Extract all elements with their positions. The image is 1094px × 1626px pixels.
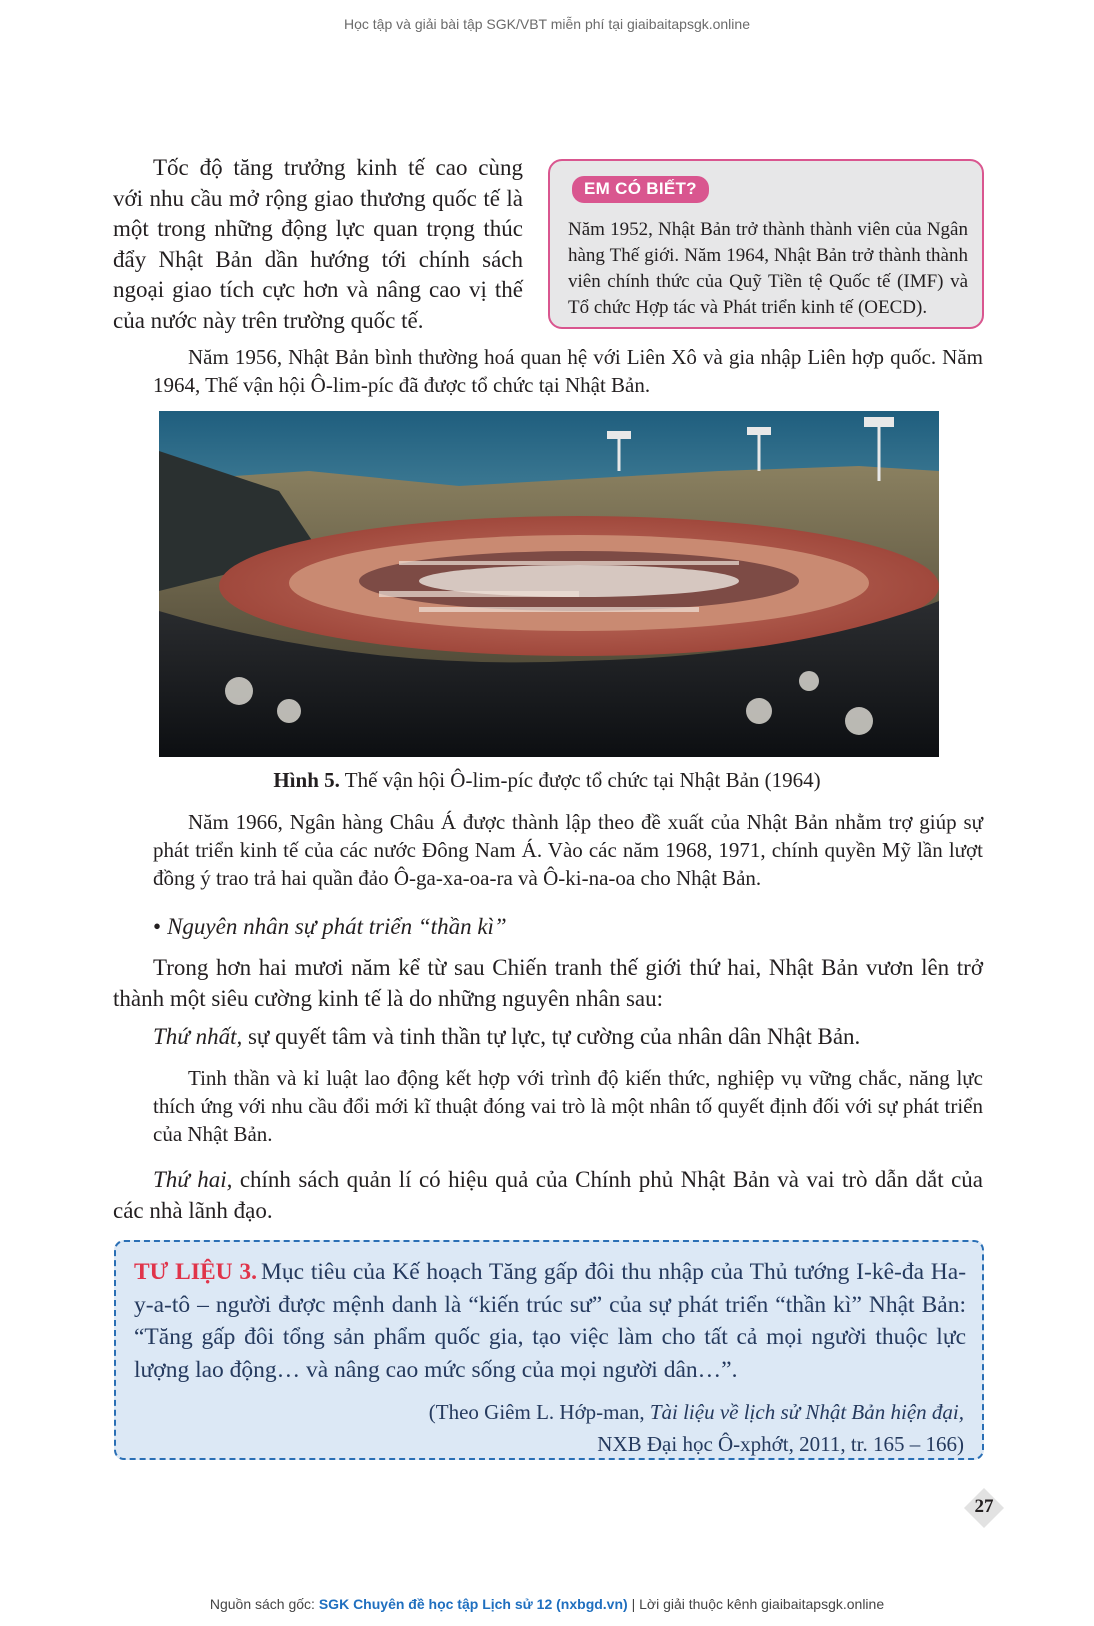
intro-paragraph: Tốc độ tăng trưởng kinh tế cao cùng với nhu cầu mở rộng giao thương quốc tế là một trong những động lực quan trọng thúc đẩy Nhật Bản dần hướng tới chính sách ngoại giao tích cực hơn và nâng cao vị thế của nước này trên trường quốc tế. bbox=[113, 155, 523, 333]
source-document-body: Mục tiêu của Kế hoạch Tăng gấp đôi thu nhập của Thủ tướng I-kê-đa Ha-y-a-tô – người được mệnh danh là “kiến trúc sư” của sự phát triển “thần kì” Nhật Bản: “Tăng gấp đôi tổng sản phẩm quốc gia, tạo việc làm cho tất cả mọi người thuộc lực lượng lao động… và nâng cao mức sống của mọi người dân…”. bbox=[134, 1259, 967, 1383]
reason-second-text: chính sách quản lí có hiệu quả của Chính phủ Nhật Bản và vai trò dẫn dắt của các nhà lãnh đạo. bbox=[113, 1167, 983, 1223]
paragraph-1956: Năm 1956, Nhật Bản bình thường hoá quan hệ với Liên Xô và gia nhập Liên hợp quốc. Năm 1964, Thế vận hội Ô-lim-píc đã được tổ chức tại Nhật Bản. bbox=[153, 345, 983, 397]
reason-first-label: Thứ nhất, bbox=[153, 1024, 243, 1049]
bullet-icon: • bbox=[153, 914, 162, 939]
reason-first-detail: Tinh thần và kỉ luật lao động kết hợp với trình độ kiến thức, nghiệp vụ vững chắc, năng lực thích ứng với nhu cầu đổi mới kĩ thuật đóng vai trò là một nhân tố quyết định đối với sự phát triển của Nhật Bản. bbox=[153, 1066, 983, 1146]
citation-prefix: (Theo Giêm L. Hớp-man, bbox=[428, 1400, 650, 1424]
source-citation bbox=[264, 1396, 964, 1460]
footer-prefix: Nguồn sách gốc: bbox=[209, 1596, 319, 1612]
page-number-text: 27 bbox=[974, 1496, 994, 1517]
did-you-know-box bbox=[548, 159, 984, 329]
reason-first bbox=[153, 1023, 983, 1051]
citation-title: Tài liệu về lịch sử Nhật Bản hiện đại, bbox=[649, 1400, 964, 1424]
footer-source-link[interactable]: SGK Chuyên đề học tập Lịch sử 12 (nxbgd.vn) bbox=[318, 1596, 628, 1612]
did-you-know-text: Năm 1952, Nhật Bản trở thành thành viên của Ngân hàng Thế giới. Năm 1964, Nhật Bản trở thành thành viên chính thức của Quỹ Tiền tệ Quốc tế (IMF) và Tổ chức Hợp tác và Phát triển kinh tế (OECD). bbox=[568, 219, 968, 318]
section-heading bbox=[153, 914, 507, 940]
section-intro: Trong hơn hai mươi năm kể từ sau Chiến tranh thế giới thứ hai, Nhật Bản vươn lên trở thành một siêu cường kinh tế là do những nguyên nhân sau: bbox=[113, 955, 983, 1011]
figure-caption bbox=[0, 768, 1094, 793]
source-document-box bbox=[114, 1240, 984, 1460]
reason-second-label: Thứ hai, bbox=[153, 1167, 233, 1192]
figure-label: Hình 5. bbox=[273, 768, 340, 792]
header-note: Học tập và giải bài tập SGK/VBT miễn phí tại giaibaitapsgk.online bbox=[344, 16, 750, 32]
figure-caption-text: Thế vận hội Ô-lim-píc được tổ chức tại Nhật Bản (1964) bbox=[344, 768, 821, 792]
source-document-text bbox=[134, 1256, 966, 1386]
footer-note bbox=[0, 1596, 1094, 1612]
citation-suffix: NXB Đại học Ô-xphớt, 2011, tr. 165 – 166) bbox=[597, 1432, 964, 1456]
reason-first-text: sự quyết tâm và tinh thần tự lực, tự cường của nhân dân Nhật Bản. bbox=[242, 1024, 861, 1049]
section-heading-text: Nguyên nhân sự phát triển “thần kì” bbox=[167, 914, 507, 939]
reason-second bbox=[113, 1164, 983, 1226]
paragraph-1966: Năm 1966, Ngân hàng Châu Á được thành lập theo đề xuất của Nhật Bản nhằm trợ giúp sự phát triển kinh tế của các nước Đông Nam Á. Vào các năm 1968, 1971, chính quyền Mỹ lần lượt đồng ý trao trả hai quần đảo Ô-ga-xa-oa-ra và Ô-ki-na-oa cho Nhật Bản. bbox=[153, 810, 983, 890]
page-number bbox=[964, 1488, 1004, 1528]
footer-suffix: | Lời giải thuộc kênh giaibaitapsgk.online bbox=[627, 1596, 885, 1612]
did-you-know-badge: EM CÓ BIẾT? bbox=[572, 176, 709, 203]
source-document-label: TƯ LIỆU 3. bbox=[134, 1259, 258, 1285]
olympics-1964-photo bbox=[159, 411, 939, 757]
